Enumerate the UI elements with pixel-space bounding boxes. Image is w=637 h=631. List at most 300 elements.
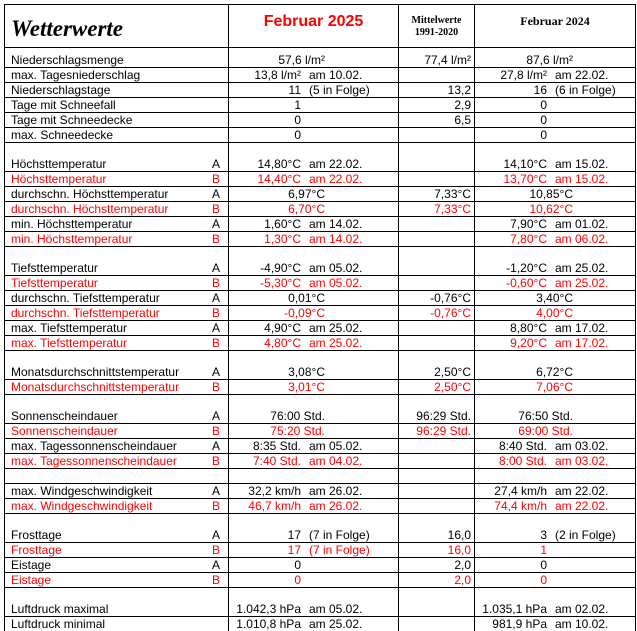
row-label-cell — [5, 128, 229, 142]
row-label-cell — [5, 484, 229, 498]
current-note: (5 in Folge) — [309, 83, 370, 97]
previous-note: (2 in Folge) — [555, 528, 616, 542]
table-row — [5, 395, 635, 424]
average-period: 1991-2020 — [414, 27, 459, 38]
table-row — [5, 558, 635, 573]
current-value: 0 — [294, 128, 301, 142]
previous-value-cell — [475, 499, 635, 513]
row-label-cell — [5, 336, 229, 350]
previous-value-cell — [475, 573, 635, 587]
average-value-cell — [399, 514, 475, 542]
previous-value: 6,72°C — [536, 365, 573, 379]
average-value-cell — [399, 172, 475, 186]
previous-value: 13,70°C — [503, 172, 547, 186]
average-value-cell — [399, 83, 475, 97]
row-label: Monatsdurchschnittstemperatur — [11, 365, 180, 379]
current-value-cell — [229, 232, 399, 246]
row-label: durchschn. Höchsttemperatur — [11, 202, 169, 216]
current-value: -5,30°C — [260, 276, 301, 290]
table-row — [5, 187, 635, 202]
average-value-cell — [399, 98, 475, 112]
station-marker: B — [211, 573, 220, 587]
average-value-cell — [399, 469, 475, 483]
previous-value-cell — [475, 588, 635, 616]
table-row — [5, 217, 635, 232]
previous-value-cell — [475, 48, 635, 67]
row-label-cell — [5, 217, 229, 231]
row-label: Luftdruck maximal — [11, 602, 109, 616]
previous-note: am 06.02. — [555, 232, 609, 246]
previous-note: am 25.02. — [555, 261, 609, 275]
previous-value: 7,80°C — [510, 232, 547, 246]
average-value-cell — [399, 232, 475, 246]
current-value-cell — [229, 543, 399, 557]
table-row — [5, 588, 635, 617]
average-value-cell — [399, 128, 475, 142]
station-marker: B — [211, 336, 220, 350]
station-marker: A — [211, 558, 220, 572]
average-value: 13,2 — [447, 83, 471, 97]
station-marker: B — [211, 499, 220, 513]
current-value: 11 — [288, 83, 301, 97]
current-value: 32,2 km/h — [248, 484, 301, 498]
station-marker: B — [211, 424, 220, 438]
average-value: 2,9 — [454, 98, 471, 112]
previous-value-cell — [475, 306, 635, 320]
average-value-cell — [399, 143, 475, 171]
station-marker: B — [211, 276, 220, 290]
row-label: Tage mit Schneedecke — [11, 113, 133, 127]
row-label: Eistage — [11, 558, 52, 572]
current-note: am 14.02. — [309, 217, 363, 231]
station-marker: B — [211, 454, 220, 468]
current-value: 1 — [294, 98, 301, 112]
table-row — [5, 247, 635, 276]
row-label-cell — [5, 98, 229, 112]
average-value-cell — [399, 187, 475, 201]
current-value-cell — [229, 351, 399, 379]
previous-value: -0,60°C — [506, 276, 547, 290]
current-value: 4,80°C — [264, 336, 301, 350]
row-label: durchschn. Tiefsttemperatur — [11, 306, 160, 320]
average-value-cell — [399, 543, 475, 557]
current-value-cell — [229, 395, 399, 423]
current-note: am 22.02. — [309, 157, 363, 171]
current-value: -4,90°C — [260, 261, 301, 275]
previous-note: am 17.02. — [555, 321, 609, 335]
row-label: Höchsttemperatur — [11, 157, 107, 171]
average-value-cell — [399, 113, 475, 127]
previous-value-cell — [475, 232, 635, 246]
previous-value: 7,90°C — [510, 217, 547, 231]
current-value: 1.042,3 hPa — [236, 602, 301, 616]
row-label: durchschn. Tiefsttemperatur — [11, 291, 160, 305]
current-note: am 05.02. — [309, 261, 363, 275]
row-label-cell — [5, 291, 229, 305]
row-label-cell — [5, 380, 229, 394]
row-label-cell — [5, 351, 229, 379]
previous-value: 0 — [540, 128, 547, 142]
previous-value: 27,4 km/h — [494, 484, 547, 498]
current-value: 0,01°C — [288, 291, 325, 305]
average-value-cell — [399, 424, 475, 438]
column-header-average — [399, 5, 475, 47]
previous-note: am 03.02. — [555, 439, 609, 453]
current-value-cell — [229, 558, 399, 572]
previous-value-cell — [475, 454, 635, 468]
row-label-cell — [5, 543, 229, 557]
row-label: Sonnenscheindauer — [11, 409, 118, 423]
current-note: am 05.02. — [309, 276, 363, 290]
average-value: 7,33°C — [434, 202, 471, 216]
previous-value: 69:00 Std. — [518, 424, 573, 438]
current-value: 1,60°C — [264, 217, 301, 231]
previous-value: 0 — [540, 573, 547, 587]
previous-value-cell — [475, 351, 635, 379]
current-value: 4,90°C — [264, 321, 301, 335]
average-value-cell — [399, 321, 475, 335]
row-label-cell — [5, 202, 229, 216]
row-label: max. Windgeschwindigkeit — [11, 499, 153, 513]
row-label: Frosttage — [11, 528, 62, 542]
weather-table — [4, 4, 636, 631]
current-value-cell — [229, 321, 399, 335]
row-label-cell — [5, 247, 229, 275]
previous-value: 27,8 l/m² — [500, 68, 547, 82]
current-value-cell — [229, 424, 399, 438]
average-value-cell — [399, 617, 475, 631]
table-row — [5, 321, 635, 336]
row-label: Sonnenscheindauer — [11, 424, 118, 438]
previous-note: am 25.02. — [555, 276, 609, 290]
average-value-cell — [399, 247, 475, 275]
row-label-cell — [5, 454, 229, 468]
station-marker: B — [211, 202, 220, 216]
current-value: 13,8 l/m² — [254, 68, 301, 82]
average-value: 96:29 Std. — [416, 424, 471, 438]
average-value: -0,76°C — [430, 291, 471, 305]
average-value: 16,0 — [447, 528, 471, 542]
row-label: min. Höchsttemperatur — [11, 217, 133, 231]
row-label: max. Tiefsttemperatur — [11, 336, 128, 350]
previous-value: 3 — [540, 528, 547, 542]
average-value: 16,0 — [447, 543, 471, 557]
previous-value-cell — [475, 247, 635, 275]
table-row — [5, 424, 635, 439]
average-value-cell — [399, 573, 475, 587]
current-value-cell — [229, 291, 399, 305]
current-value-cell — [229, 187, 399, 201]
previous-note: am 22.02. — [555, 484, 609, 498]
row-label-cell — [5, 395, 229, 423]
station-marker: B — [211, 306, 220, 320]
row-label: Monatsdurchschnittstemperatur — [11, 380, 180, 394]
current-value-cell — [229, 217, 399, 231]
previous-value: 1 — [540, 543, 547, 557]
column-header-current: Februar 2025 — [229, 5, 399, 47]
average-value-cell — [399, 588, 475, 616]
previous-value-cell — [475, 113, 635, 127]
current-value: 6,97°C — [288, 187, 325, 201]
previous-value-cell — [475, 202, 635, 216]
previous-note: am 03.02. — [555, 454, 609, 468]
average-value-cell — [399, 306, 475, 320]
row-label-cell — [5, 573, 229, 587]
average-value-cell — [399, 276, 475, 290]
previous-value: 8:40 Std. — [498, 439, 547, 453]
previous-value-cell — [475, 217, 635, 231]
previous-note: am 02.02. — [555, 602, 609, 616]
row-label-cell — [5, 306, 229, 320]
average-value: 2,0 — [454, 558, 471, 572]
row-label: min. Höchsttemperatur — [11, 232, 133, 246]
row-label: max. Tagesniederschlag — [11, 68, 141, 82]
average-value-cell — [399, 291, 475, 305]
row-label: max. Tiefsttemperatur — [11, 321, 128, 335]
row-label: max. Tagessonnenscheindauer — [11, 439, 177, 453]
station-marker: B — [211, 543, 220, 557]
current-value: 46,7 km/h — [248, 499, 301, 513]
table-row — [5, 469, 635, 484]
previous-note: am 15.02. — [555, 172, 609, 186]
row-label-cell — [5, 187, 229, 201]
previous-value: 14,10°C — [503, 157, 547, 171]
previous-value-cell — [475, 321, 635, 335]
row-label-cell — [5, 321, 229, 335]
table-row — [5, 514, 635, 543]
current-value-cell — [229, 128, 399, 142]
row-label-cell — [5, 469, 229, 483]
row-label-cell — [5, 439, 229, 453]
current-value: 6,70°C — [288, 202, 325, 216]
row-label: Höchsttemperatur — [11, 172, 107, 186]
previous-value-cell — [475, 558, 635, 572]
previous-value: 16 — [533, 83, 547, 97]
previous-value-cell — [475, 514, 635, 542]
table-row — [5, 48, 635, 68]
station-marker: A — [211, 261, 220, 275]
current-value: 3,01°C — [288, 380, 325, 394]
current-note: am 25.02. — [309, 617, 363, 631]
row-label-cell — [5, 558, 229, 572]
row-label-cell — [5, 83, 229, 97]
current-value-cell — [229, 484, 399, 498]
previous-value: 4,00°C — [536, 306, 573, 320]
current-value-cell — [229, 306, 399, 320]
previous-note: am 22.02. — [555, 68, 609, 82]
average-value-cell — [399, 558, 475, 572]
table-body — [5, 48, 635, 631]
table-row — [5, 454, 635, 469]
current-value-cell — [229, 113, 399, 127]
previous-value: 8,80°C — [510, 321, 547, 335]
row-label-cell — [5, 113, 229, 127]
previous-value: 981,9 hPa — [492, 617, 547, 631]
station-marker: B — [211, 232, 220, 246]
table-row — [5, 202, 635, 217]
previous-value: 74,4 km/h — [494, 499, 547, 513]
row-label: Niederschlagsmenge — [11, 53, 124, 67]
row-label: Frosttage — [11, 543, 62, 557]
row-label-cell — [5, 68, 229, 82]
current-note: (7 in Folge) — [309, 528, 370, 542]
table-row — [5, 128, 635, 143]
current-value: 0 — [294, 573, 301, 587]
previous-value-cell — [475, 83, 635, 97]
station-marker: B — [211, 380, 220, 394]
average-value-cell — [399, 499, 475, 513]
previous-value: 1.035,1 hPa — [482, 602, 547, 616]
previous-value-cell — [475, 395, 635, 423]
previous-value-cell — [475, 172, 635, 186]
previous-value: 8:00 Std. — [498, 454, 547, 468]
current-value-cell — [229, 83, 399, 97]
average-value-cell — [399, 217, 475, 231]
row-label: Tiefsttemperatur — [11, 276, 98, 290]
current-note: am 14.02. — [309, 232, 363, 246]
table-row — [5, 306, 635, 321]
current-value-cell — [229, 454, 399, 468]
table-row — [5, 68, 635, 83]
average-value-cell — [399, 454, 475, 468]
current-value-cell — [229, 439, 399, 453]
current-value-cell — [229, 247, 399, 275]
current-value-cell — [229, 514, 399, 542]
table-row — [5, 276, 635, 291]
row-label: Tiefsttemperatur — [11, 261, 98, 275]
previous-note: am 15.02. — [555, 157, 609, 171]
current-note: am 26.02. — [309, 499, 363, 513]
row-label-cell — [5, 588, 229, 616]
previous-value-cell — [475, 68, 635, 82]
current-note: am 04.02. — [309, 454, 363, 468]
current-value-cell — [229, 469, 399, 483]
average-value-cell — [399, 68, 475, 82]
average-value: 2,50°C — [434, 380, 471, 394]
current-value-cell — [229, 588, 399, 616]
previous-value-cell — [475, 543, 635, 557]
previous-value: 0 — [540, 558, 547, 572]
row-label: Tage mit Schneefall — [11, 98, 116, 112]
station-marker: A — [211, 409, 220, 423]
average-value: 2,50°C — [434, 365, 471, 379]
table-header — [5, 5, 635, 48]
current-value-cell — [229, 143, 399, 171]
current-value: 75:20 Std. — [270, 424, 325, 438]
previous-note: (6 in Folge) — [555, 83, 616, 97]
previous-value-cell — [475, 439, 635, 453]
station-marker: A — [211, 217, 220, 231]
station-marker: A — [211, 528, 220, 542]
table-row — [5, 380, 635, 395]
previous-value-cell — [475, 617, 635, 631]
previous-value: 10,85°C — [529, 187, 573, 201]
current-note: am 10.02. — [309, 68, 363, 82]
current-value-cell — [229, 276, 399, 290]
previous-value: 87,6 l/m² — [526, 53, 573, 67]
current-note: am 05.02. — [309, 439, 363, 453]
current-note: am 26.02. — [309, 484, 363, 498]
average-value: 77,4 l/m² — [424, 53, 471, 67]
average-value-cell — [399, 484, 475, 498]
previous-value: 0 — [540, 113, 547, 127]
current-value: 76:00 Std. — [270, 409, 325, 423]
table-row — [5, 499, 635, 514]
table-row — [5, 336, 635, 351]
station-marker: A — [211, 365, 220, 379]
average-value-cell — [399, 351, 475, 379]
current-value-cell — [229, 617, 399, 631]
average-label: Mittelwerte — [411, 15, 462, 26]
average-value-cell — [399, 380, 475, 394]
previous-value: 10,62°C — [529, 202, 573, 216]
current-note: (7 in Folge) — [309, 543, 370, 557]
previous-value: -1,20°C — [506, 261, 547, 275]
table-row — [5, 484, 635, 499]
previous-value-cell — [475, 291, 635, 305]
previous-value-cell — [475, 187, 635, 201]
previous-value-cell — [475, 128, 635, 142]
table-row — [5, 113, 635, 128]
table-row — [5, 83, 635, 98]
average-value: 7,33°C — [434, 187, 471, 201]
table-row — [5, 172, 635, 187]
average-value: -0,76°C — [430, 306, 471, 320]
average-value-cell — [399, 48, 475, 67]
previous-note: am 17.02. — [555, 336, 609, 350]
previous-value: 7,06°C — [536, 380, 573, 394]
previous-value-cell — [475, 469, 635, 483]
table-row — [5, 617, 635, 631]
row-label: max. Windgeschwindigkeit — [11, 484, 153, 498]
previous-value: 9,20°C — [510, 336, 547, 350]
current-value: 14,40°C — [257, 172, 301, 186]
previous-value-cell — [475, 484, 635, 498]
current-value-cell — [229, 68, 399, 82]
station-marker: A — [211, 187, 220, 201]
row-label-cell — [5, 48, 229, 67]
previous-value-cell — [475, 276, 635, 290]
row-label: durchschn. Höchsttemperatur — [11, 187, 169, 201]
table-row — [5, 573, 635, 588]
previous-value: 76:50 Std. — [518, 409, 573, 423]
current-value: -0,09°C — [284, 306, 325, 320]
current-value: 7:40 Std. — [252, 454, 301, 468]
current-value-cell — [229, 380, 399, 394]
current-value: 8:35 Std. — [252, 439, 301, 453]
current-note: am 05.02. — [309, 602, 363, 616]
current-value: 17 — [287, 528, 301, 542]
current-value-cell — [229, 48, 399, 67]
average-value-cell — [399, 395, 475, 423]
current-value: 3,08°C — [288, 365, 325, 379]
previous-value: 0 — [540, 98, 547, 112]
table-row — [5, 232, 635, 247]
previous-value-cell — [475, 336, 635, 350]
table-row — [5, 291, 635, 306]
current-value-cell — [229, 573, 399, 587]
station-marker: A — [211, 291, 220, 305]
table-row — [5, 143, 635, 172]
current-note: am 25.02. — [309, 321, 363, 335]
previous-value-cell — [475, 380, 635, 394]
row-label-cell — [5, 499, 229, 513]
table-title: Wetterwerte — [5, 5, 229, 47]
current-value: 57,6 l/m² — [278, 53, 325, 67]
current-value: 0 — [294, 113, 301, 127]
average-value: 96:29 Std. — [416, 409, 471, 423]
current-value-cell — [229, 499, 399, 513]
